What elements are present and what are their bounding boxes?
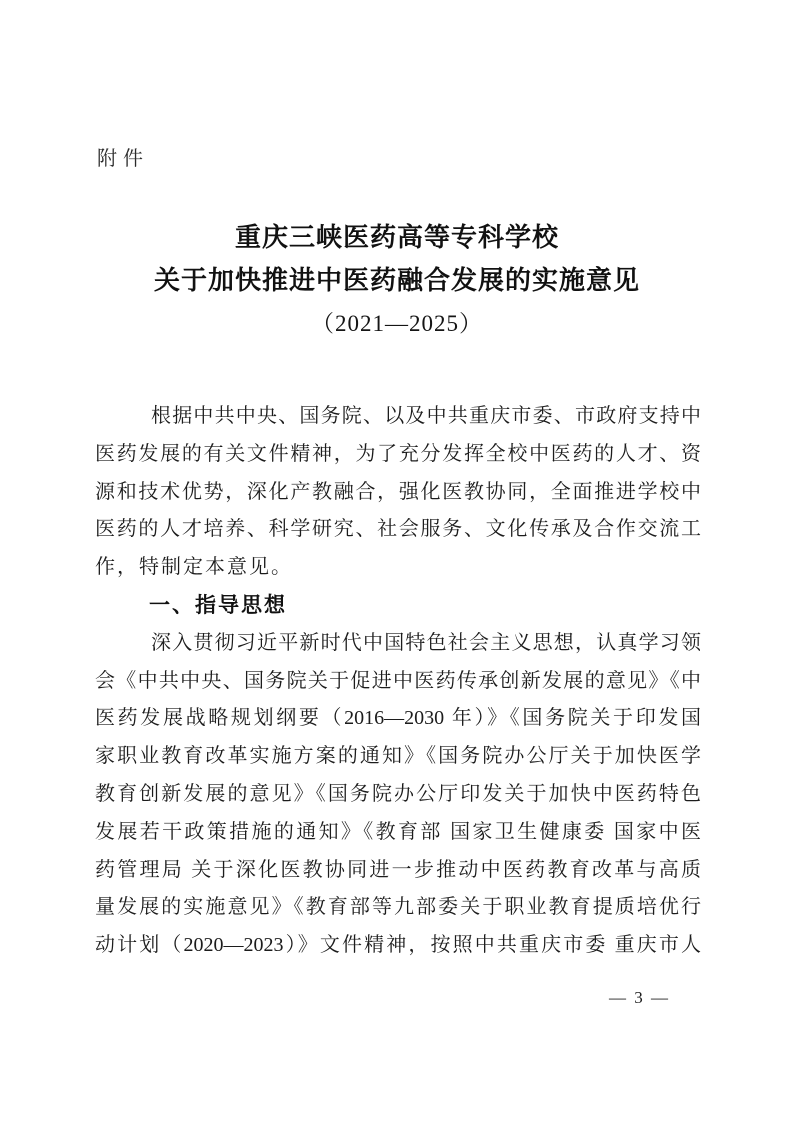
page-number: — 3 —: [609, 988, 670, 1007]
paragraph-1: [95, 398, 701, 587]
text-line: 医药的人才培养、科学研究、社会服务、文化传承及合作交流工: [95, 518, 701, 541]
document-title-line1: 重庆三峡医药高等专科学校: [234, 223, 559, 252]
text-line: 医药发展战略规划纲要（2016—2030 年）》《国务院关于印发国: [95, 707, 701, 730]
attachment-label: 附件: [97, 148, 149, 170]
text-line: 医药发展的有关文件精神，为了充分发挥全校中医药的人才、资: [95, 442, 701, 465]
text-line: 会《中共中央、国务院关于促进中医药传承创新发展的意见》《中: [95, 669, 701, 692]
text-line: 发展若干政策措施的通知》《教育部 国家卫生健康委 国家中医: [95, 820, 701, 843]
text-line: 教育创新发展的意见》《国务院办公厅印发关于加快中医药特色: [95, 782, 701, 805]
text-line: 深入贯彻习近平新时代中国特色社会主义思想，认真学习领: [151, 631, 701, 654]
text-line: 作，特制定本意见。: [95, 556, 293, 579]
text-line: 家职业教育改革实施方案的通知》《国务院办公厅关于加快医学: [95, 745, 701, 768]
text-line: 根据中共中央、国务院、以及中共重庆市委、市政府支持中: [151, 405, 701, 427]
document-title-line2: 关于加快推进中医药融合发展的实施意见: [153, 266, 640, 295]
text-line: 药管理局 关于深化医教协同进一步推动中医药教育改革与高质: [95, 858, 701, 881]
document-body: [95, 398, 701, 965]
text-line: 量发展的实施意见》《教育部等九部委关于职业教育提质培优行: [95, 896, 701, 919]
document-title: [0, 216, 794, 345]
text-line: 动计划（2020—2023）》文件精神，按照中共重庆市委 重庆市人: [95, 934, 701, 957]
paragraph-2: [95, 625, 701, 965]
document-title-years: （2021—2025）: [311, 311, 483, 336]
text-line: 源和技术优势，深化产教融合，强化医教协同，全面推进学校中: [95, 480, 701, 503]
section-heading-1: 一、指导思想: [149, 593, 287, 617]
